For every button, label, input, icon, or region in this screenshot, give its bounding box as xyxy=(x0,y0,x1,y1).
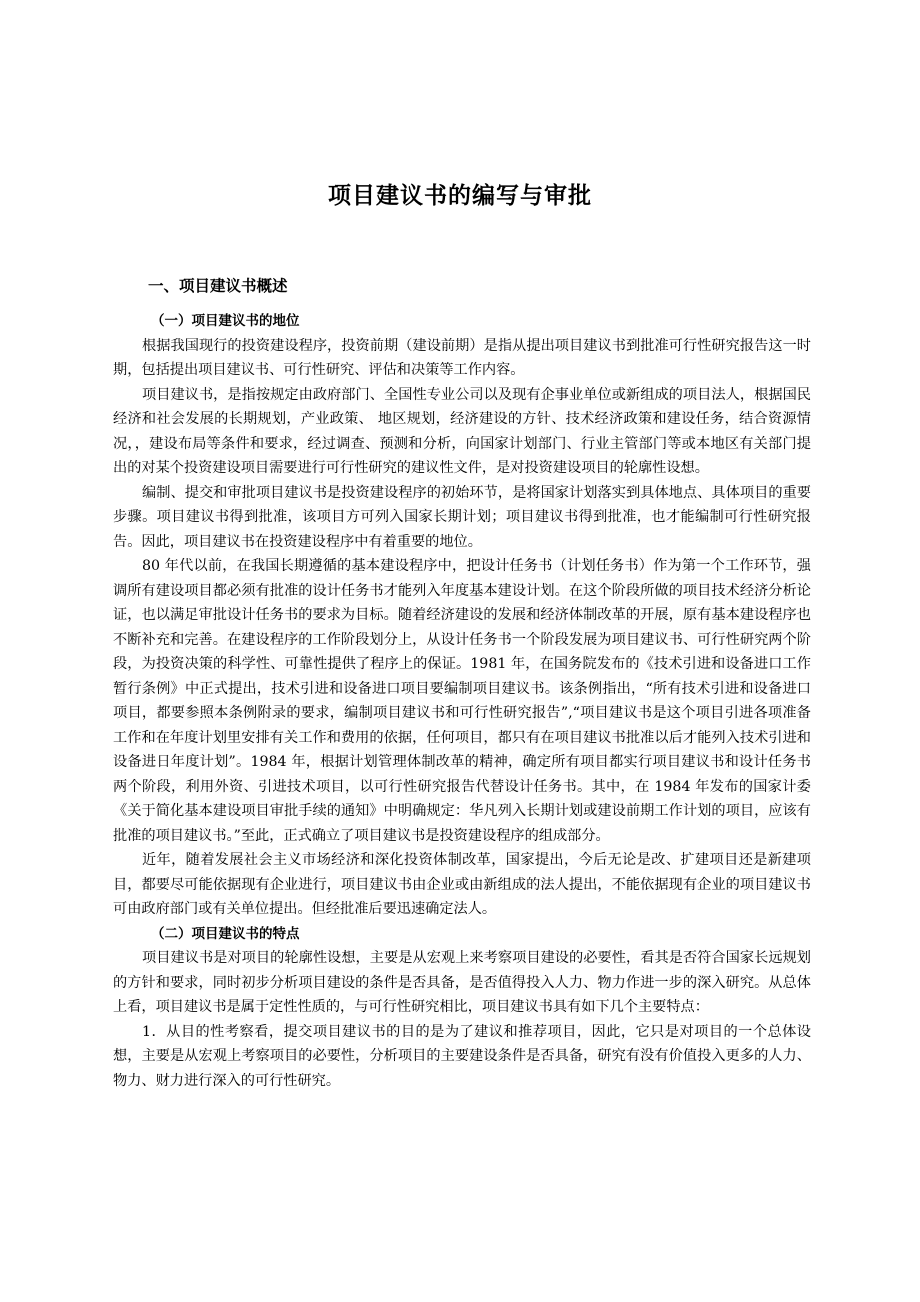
paragraph: 编制、提交和审批项目建议书是投资建设程序的初始环节，是将国家计划落实到具体地点、具体项目的重要步骤。项目建议书得到批准，该项目方可列入国家长期计划；项目建议书得到批准，也才能编制可行性研究报告。因此，项目建议书在投资建设程序中有着重要的地位。 xyxy=(113,484,811,550)
paragraph: 根据我国现行的投资建设程序，投资前期（建设前期）是指从提出项目建议书到批准可行性研究报告这一时期，包括提出项目建议书、可行性研究、评估和决策等工作内容。 xyxy=(113,337,811,378)
list-item-paragraph: 1．从目的性考察看，提交项目建议书的目的是为了建议和推荐项目，因此，它只是对项目的一个总体设想，主要是从宏观上考察项目的必要性，分析项目的主要建设条件是否具备，研究有没有价值投入更多的人力、物力、财力进行深入的可行性研究。 xyxy=(113,1023,811,1089)
document-title: 项目建议书的编写与审批 xyxy=(328,183,592,209)
paragraph: 项目建议书是对项目的轮廓性设想，主要是从宏观上来考察项目建设的必要性，看其是否符合国家长远规划的方针和要求，同时初步分析项目建设的条件是否具备，是否值得投入人力、物力作进一步的深入研究。从总体上看，项目建议书是属于定性性质的，与可行性研究相比，项目建议书具有如下几个主要特点： xyxy=(113,950,811,1015)
subheading-features: （二）项目建议书的特点 xyxy=(151,925,300,942)
paragraph: 项目建议书，是指按规定由政府部门、全国性专业公司以及现有企事业单位或新组成的项目法人，根据国民经济和社会发展的长期规划，产业政策、 地区规划，经济建设的方针、技术经济政策和建设任务，结合资源情况，，建设布局等条件和要求，经过调查、预测和分析，向国家计划部门、行业主管部门等或本地区有关部门提出的对某个投资建设项目需要进行可行性研究的建议性文件，是对投资建设项目的轮廓性设想。 xyxy=(113,386,811,476)
paragraph: 80 年代以前，在我国长期遵循的基本建设程序中，把设计任务书（计划任务书）作为第一个工作环节，强调所有建设项目都必须有批准的设计任务书才能列入年度基本建设计划。在这个阶段所做的项目技术经济分析论证，也以满足审批设计任务书的要求为目标。随着经济建设的发展和经济体制改革的开展，原有基本建设程序也不断补充和完善。在建设程序的工作阶段划分上，从设计任务书一个阶段发展为项目建议书、可行性研究两个阶段，为投资决策的科学性、可靠性提供了程序上的保证。1981 年，在国务院发布的《技术引进和设备进口工作暂行条例》中正式提出，技术引进和设备进口项目要编制项目建议书。该条例指出，“所有技术引进和设备进口项目，都要参照本条例附录的要求，编制项目建议书和可行性研究报告”,“项目建议书是这个项目引进各项准备工作和在年度计划里安排有关工作和费用的依据，任何项目，都只有在项目建议书批准以后才能列入技术引进和设备进日年度计划”。1984 年，根据计划管理体制改革的精神，确定所有项目都实行项目建议书和设计任务书两个阶段，利用外资、引进技术项目，以可行性研究报告代替设计任务书。其中，在 1984 年发布的国家计委《关于简化基本建设项目审批手续的通知》中明确规定：华凡列入长期计划或建设前期工作计划的项目，应该有批准的项目建议书。”至此，正式确立了项目建议书是投资建设程序的组成部分。 xyxy=(113,558,811,844)
subheading-status: （一）项目建议书的地位 xyxy=(151,313,300,329)
paragraph: 近年，随着发展社会主义市场经济和深化投资体制改革，国家提出，今后无论是改、扩建项目还是新建项目，都要尽可能依据现有企业进行，项目建议书由企业或由新组成的法人提出，不能依据现有企业的项目建议书可由政府部门或有关单位提出。但经批准后要迅速确定法人。 xyxy=(113,852,811,917)
section-heading-overview: 一、项目建议书概述 xyxy=(148,277,288,295)
document-body xyxy=(113,309,811,1093)
